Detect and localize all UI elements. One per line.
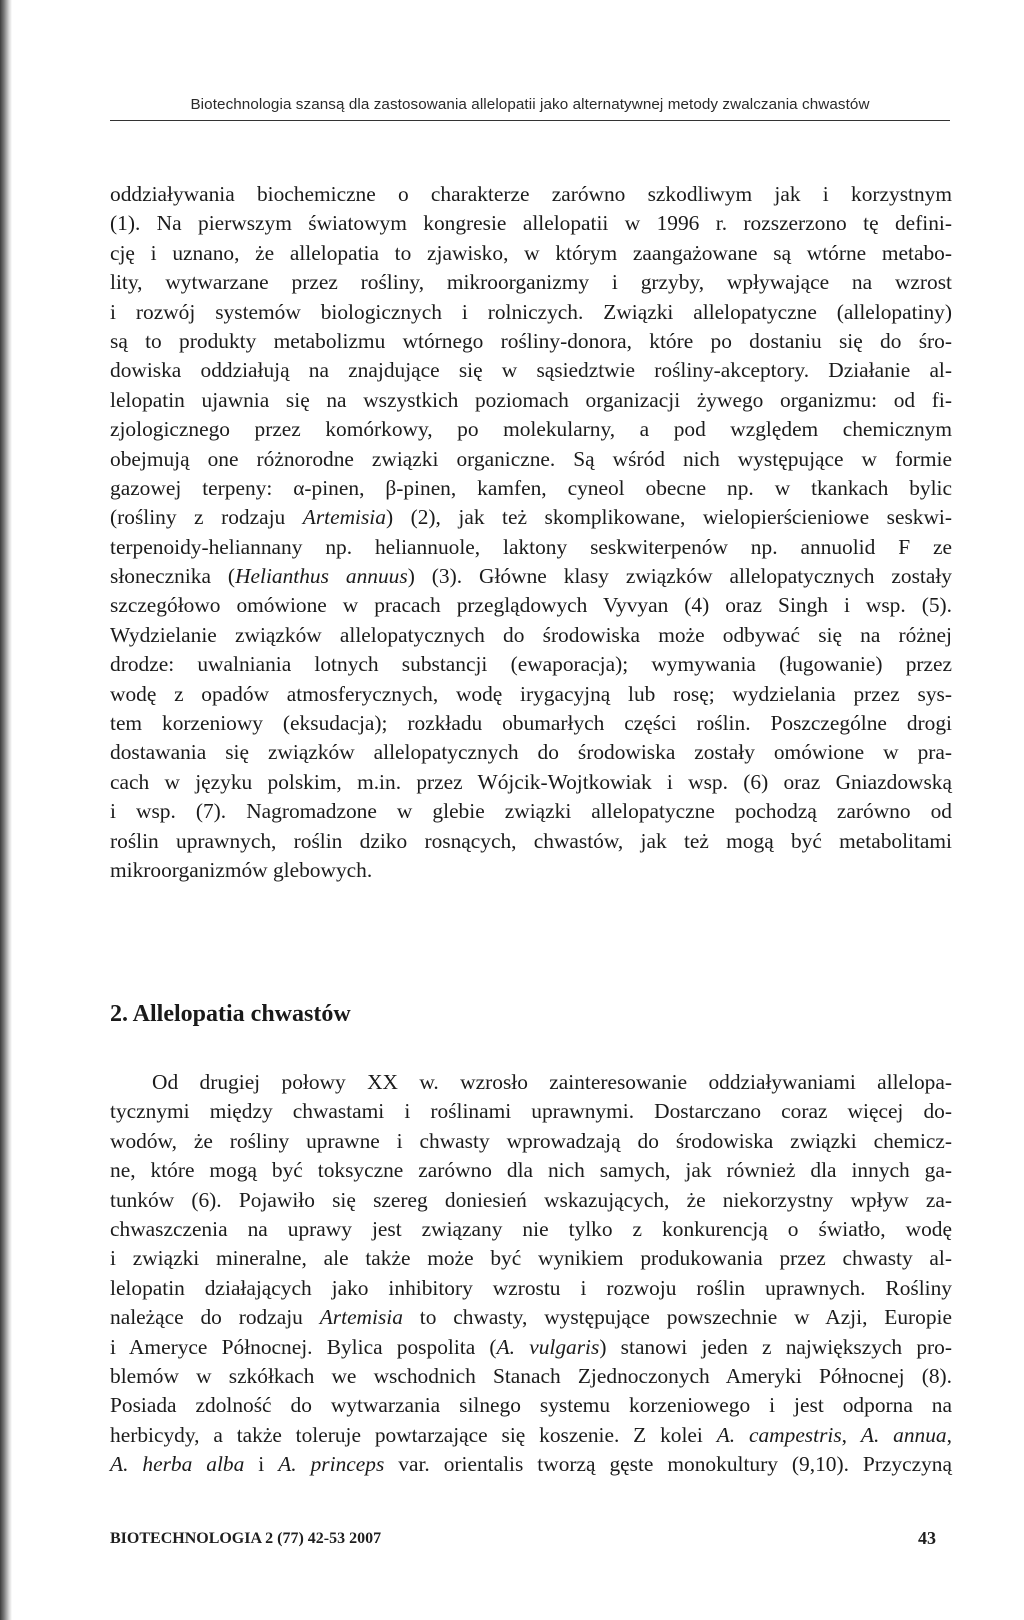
text-line: Posiada zdolność do wytwarzania silnego systemu korzeniowego i jest odporna na bbox=[110, 1393, 952, 1418]
text-line: chwaszczenia na uprawy jest związany nie tylko z konkurencją o światło, wodę bbox=[110, 1216, 952, 1241]
page-number: 43 bbox=[918, 1528, 936, 1548]
running-header: Biotechnologia szansą dla zastosowania allelopatii jako alternatywnej metody zwalczania chwastów bbox=[190, 96, 870, 113]
text-line: lity, wytwarzane przez rośliny, mikroorganizmy i grzyby, wpływające na wzrost bbox=[110, 270, 952, 295]
text-line: dowiska oddziałują na znajdujące się w sąsiedztwie rośliny-akceptory. Działanie al- bbox=[110, 358, 952, 383]
text-line: terpenoidy-heliannany np. heliannuole, laktony seskwiterpenów np. annuolid F ze bbox=[110, 534, 952, 559]
section-2-paragraph bbox=[110, 1068, 952, 1479]
text-line: lelopatin działających jako inhibitory wzrostu i rozwoju roślin uprawnych. Rośliny bbox=[110, 1275, 952, 1300]
text-line: cję i uznano, że allelopatia to zjawisko, w którym zaangażowane są wtórne metabo- bbox=[110, 240, 952, 265]
text-line: szczegółowo omówione w pracach przeglądowych Vyvyan (4) oraz Singh i wsp. (5). bbox=[110, 593, 952, 618]
text-line: herbicydy, a także toleruje powtarzające się koszenie. Z kolei A. campestris, A. annua, bbox=[110, 1422, 952, 1447]
text-line: (1). Na pierwszym światowym kongresie allelopatii w 1996 r. rozszerzono tę defini- bbox=[110, 211, 952, 236]
text-line: A. herba alba i A. princeps var. orientalis tworzą gęste monokultury (9,10). Przyczyną bbox=[110, 1452, 952, 1477]
paragraph-continued bbox=[110, 180, 952, 885]
text-line: blemów w szkółkach we wschodnich Stanach Zjednoczonych Ameryki Północnej (8). bbox=[110, 1363, 952, 1388]
text-line: ne, które mogą być toksyczne zarówno dla nich samych, jak również dla innych ga- bbox=[110, 1158, 952, 1183]
text-line: drodze: uwalniania lotnych substancji (ewaporacja); wymywania (ługowanie) przez bbox=[110, 652, 952, 677]
text-line: lelopatin ujawnia się na wszystkich poziomach organizacji żywego organizmu: od fi- bbox=[110, 387, 952, 412]
text-line: wodę z opadów atmosferycznych, wodę irygacyjną lub rosę; wydzielania przez sys- bbox=[110, 681, 952, 706]
text-line: dostawania się związków allelopatycznych do środowiska zostały omówione w pra- bbox=[110, 740, 952, 765]
text-line: są to produkty metabolizmu wtórnego rośliny-donora, które po dostaniu się do śro- bbox=[110, 328, 952, 353]
text-line: i wsp. (7). Nagromadzone w glebie związki allelopatyczne pochodzą zarówno od bbox=[110, 799, 952, 824]
text-line: oddziaływania biochemiczne o charakterze zarówno szkodliwym jak i korzystnym bbox=[110, 182, 952, 206]
text-line: cach w języku polskim, m.in. przez Wójcik-Wojtkowiak i wsp. (6) oraz Gniazdowską bbox=[110, 769, 952, 794]
text-line: tunków (6). Pojawiło się szereg doniesień wskazujących, że niekorzystny wpływ za- bbox=[110, 1187, 952, 1212]
section-heading: 2. Allelopatia chwastów bbox=[110, 1001, 351, 1027]
text-line: wodów, że rośliny uprawne i chwasty wprowadzają do środowiska związki chemicz- bbox=[110, 1128, 952, 1153]
header-rule bbox=[110, 120, 950, 121]
journal-footer: BIOTECHNOLOGIA 2 (77) 42-53 2007 bbox=[110, 1530, 382, 1547]
text-line: (rośliny z rodzaju Artemisia) (2), jak też skomplikowane, wielopierścieniowe seskwi- bbox=[110, 505, 952, 530]
text-line: mikroorganizmów glebowych. bbox=[110, 857, 373, 882]
text-line: tem korzeniowy (eksudacja); rozkładu obumarłych części roślin. Poszczególne drogi bbox=[110, 711, 952, 736]
text-line: roślin uprawnych, roślin dziko rosnących, chwastów, jak też mogą być metabolitami bbox=[110, 828, 952, 853]
text-line: obejmują one różnorodne związki organiczne. Są wśród nich występujące w formie bbox=[110, 446, 952, 471]
text-line: gazowej terpeny: α-pinen, β-pinen, kamfen, cyneol obecne np. w tkankach bylic bbox=[110, 475, 952, 500]
page-binding-edge bbox=[0, 0, 12, 1620]
text-line: i rozwój systemów biologicznych i rolniczych. Związki allelopatyczne (allelopatiny) bbox=[110, 299, 952, 324]
text-line: Od drugiej połowy XX w. wzrosło zainteresowanie oddziaływaniami allelopa- bbox=[152, 1070, 952, 1094]
text-line: należące do rodzaju Artemisia to chwasty, występujące powszechnie w Azji, Europie bbox=[110, 1305, 952, 1330]
text-line: i związki mineralne, ale także może być wynikiem produkowania przez chwasty al- bbox=[110, 1246, 952, 1271]
text-line: słonecznika (Helianthus annuus) (3). Główne klasy związków allelopatycznych zostały bbox=[110, 564, 952, 589]
text-line: zjologicznego przez komórkowy, po molekularny, a pod względem chemicznym bbox=[110, 417, 952, 442]
text-line: i Ameryce Północnej. Bylica pospolita (A. vulgaris) stanowi jeden z największych pro- bbox=[110, 1334, 952, 1359]
text-line: tycznymi między chwastami i roślinami uprawnymi. Dostarczano coraz więcej do- bbox=[110, 1099, 952, 1124]
text-line: Wydzielanie związków allelopatycznych do środowiska może odbywać się na różnej bbox=[110, 622, 952, 647]
